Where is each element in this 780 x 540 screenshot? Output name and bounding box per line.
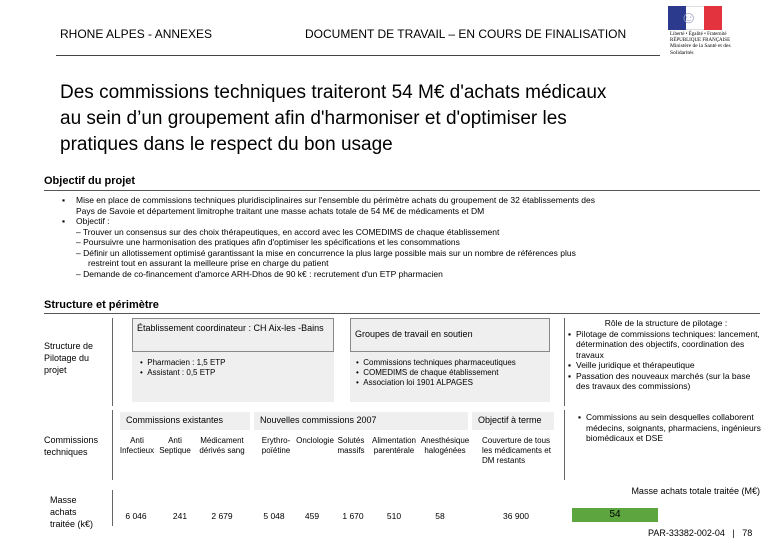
groupes-item-1	[356, 358, 550, 368]
footer-separator: |	[732, 528, 735, 538]
value-anesthesique: 58	[435, 511, 445, 521]
existing-col-1: Anti Infectieux	[119, 436, 155, 455]
bullet-icon: ▪	[578, 412, 582, 422]
new-col-4: Alimentation parentérale	[371, 436, 417, 455]
pilotage-role-bullet-1-text: Pilotage de commissions techniques: lancement, détermination des objectifs, coordination des travaux	[576, 328, 760, 360]
row-commissions-divider	[112, 410, 113, 480]
commissions-role-bullet-1-text: Commissions au sein desquelles collaborent médecins, soignants, pharmaciens, ingénieurs biomédicaux et DSE	[586, 412, 761, 443]
row-masse-divider	[112, 490, 113, 526]
new-col-3: Solutés massifs	[337, 436, 365, 455]
pilotage-role-title: Rôle de la structure de pilotage :	[604, 318, 728, 328]
objectif-bullet-2-label: Objectif :	[76, 216, 110, 226]
coordinator-item-2	[140, 368, 330, 378]
value-erythropoietine: 5 048	[263, 511, 285, 521]
logo-motto: Liberté • Égalité • Fraternité RÉPUBLIQUE FRANÇAISE	[670, 32, 731, 43]
row-pilotage-divider	[112, 318, 113, 406]
bullet-icon: •	[356, 358, 364, 367]
ministry-logo	[668, 6, 732, 64]
objectif-divider	[44, 190, 760, 191]
bullet-icon: ▪	[568, 360, 572, 370]
pilotage-role-bullet-2	[568, 360, 764, 371]
pilotage-role-bullet-3-text: Passation des nouveaux marchés (sur la base des travaux des commissions)	[576, 370, 751, 391]
value-oncologie: 459	[304, 511, 320, 521]
objectif-body	[62, 195, 762, 279]
bullet-icon: ▪	[568, 328, 572, 339]
bullet-icon: •	[356, 368, 364, 377]
page-title	[60, 80, 760, 158]
value-alimentation: 510	[386, 511, 402, 521]
existing-col-2: Anti Septique	[159, 436, 191, 455]
right-column-divider-1	[564, 318, 565, 406]
groupes-item-3	[356, 378, 550, 388]
new-col-2: Onclologie	[296, 436, 334, 445]
coordinator-item-2-text: Assistant : 0,5 ETP	[147, 368, 216, 377]
footer	[648, 528, 778, 539]
groupes-list	[356, 358, 550, 388]
groupes-item-3-text: Association loi 1901 ALPAGES	[363, 378, 473, 387]
title-line-2: au sein d’un groupement afin d'harmoniser et d'optimiser les	[60, 108, 567, 129]
marianne-icon: ☺	[680, 8, 698, 27]
groupes-item-2-text: COMEDIMS de chaque établissement	[363, 368, 499, 377]
objectif-bullet-1-line-1: Mise en place de commissions techniques pluridisciplinaires sur l'ensemble du périmètre achats du groupement de 32 établissements des	[76, 195, 595, 205]
existing-commissions-header: Commissions existantes	[120, 412, 250, 430]
pilotage-role-text	[568, 318, 764, 392]
bullet-icon: ▪	[62, 216, 66, 226]
header-divider	[56, 55, 660, 56]
objectif-dash-2: – Poursuivre une harmonisation des pratiques afin d'optimiser les spécifications et les consommations	[76, 237, 460, 247]
objectif-section-title: Objectif du projet	[44, 175, 136, 187]
groupes-item-1-text: Commissions techniques pharmaceutiques	[363, 358, 516, 367]
new-commissions-header: Nouvelles commissions 2007	[254, 412, 468, 430]
value-derives-sang: 2 679	[211, 511, 233, 521]
value-goal: 36 900	[503, 511, 529, 521]
goal-col: Couverture de tous les médicaments et DM restants	[482, 436, 551, 465]
row-commissions-label: Commissions techniques	[44, 435, 99, 457]
pilotage-role-bullet-2-text: Veille juridique et thérapeutique	[576, 360, 695, 370]
row-pilotage-label: Structure de Pilotage du projet	[44, 341, 94, 375]
structure-section-title: Structure et périmètre	[44, 299, 159, 311]
goal-header: Objectif à terme	[472, 412, 554, 430]
commissions-role-text	[578, 412, 764, 444]
total-value-bar: 54	[572, 508, 658, 522]
objectif-dash-3-line-2: restreint tout en assurant la meilleure prise en charge du patient	[88, 258, 329, 268]
value-anti-septique: 241	[172, 511, 188, 521]
groupes-title: Groupes de travail en soutien	[350, 318, 550, 352]
groupes-item-2	[356, 368, 550, 378]
objectif-dash-3-line-1: – Définir un allotissement optimisé garantissant la mise en concurrence la plus large possible mais sur un nombre de références plus	[76, 247, 576, 258]
structure-divider	[44, 313, 760, 314]
logo-ministry: Ministère de la Santé et des Solidarités	[670, 43, 731, 56]
coordinator-item-1-text: Pharmacien : 1,5 ETP	[147, 358, 226, 367]
value-solutes: 1 670	[342, 511, 364, 521]
coordinator-title: Établissement coordinateur : CH Aix-les -Bains	[132, 318, 334, 352]
coordinator-list	[140, 358, 330, 378]
footer-code: PAR-33382-002-04	[648, 528, 725, 538]
bullet-icon: •	[140, 368, 148, 377]
header-status-label: DOCUMENT DE TRAVAIL – EN COURS DE FINALISATION	[305, 27, 627, 41]
objectif-dash-4: – Demande de co-financement d'amorce ARH-Dhos de 90 k€ : recrutement d'un ETP pharmacien	[76, 268, 443, 279]
pilotage-role-bullet-3	[568, 371, 764, 392]
bullet-icon: •	[140, 358, 148, 367]
new-col-5: Anesthésique halogénées	[420, 436, 470, 455]
existing-col-3: Médicament dérivés sang	[199, 436, 245, 455]
flag-red-band	[704, 6, 722, 30]
row-masse-label: Masse achats traitée (k€)	[50, 495, 94, 529]
objectif-dash-1: – Trouver un consensus sur des choix thérapeutiques, en accord avec les COMEDIMS de chaque établissement	[76, 226, 500, 237]
coordinator-item-1	[140, 358, 330, 368]
bullet-icon: ▪	[568, 370, 572, 381]
total-label: Masse achats totale traitée (M€)	[631, 486, 760, 496]
value-anti-infectieux: 6 046	[125, 511, 147, 521]
header-left-label: RHONE ALPES - ANNEXES	[60, 27, 213, 41]
new-col-1: Erythro-poïétine	[261, 436, 291, 455]
title-line-3: pratiques dans le respect du bon usage	[60, 134, 393, 155]
right-column-divider-2	[564, 410, 565, 480]
objectif-bullet-1	[62, 195, 762, 216]
bullet-icon: •	[356, 378, 364, 387]
objectif-bullet-1-line-2: Pays de Savoie et département limitrophe traitant une masse achats totale de 54 M€ de médicaments et DM	[76, 205, 485, 216]
pilotage-role-bullet-1	[568, 329, 764, 361]
bullet-icon: ▪	[62, 195, 66, 205]
title-line-1: Des commissions techniques traiteront 54 M€ d'achats médicaux	[60, 82, 607, 103]
commissions-role-bullet-1	[578, 412, 764, 444]
footer-page-number: 78	[742, 528, 753, 538]
objectif-bullet-2	[62, 216, 762, 279]
